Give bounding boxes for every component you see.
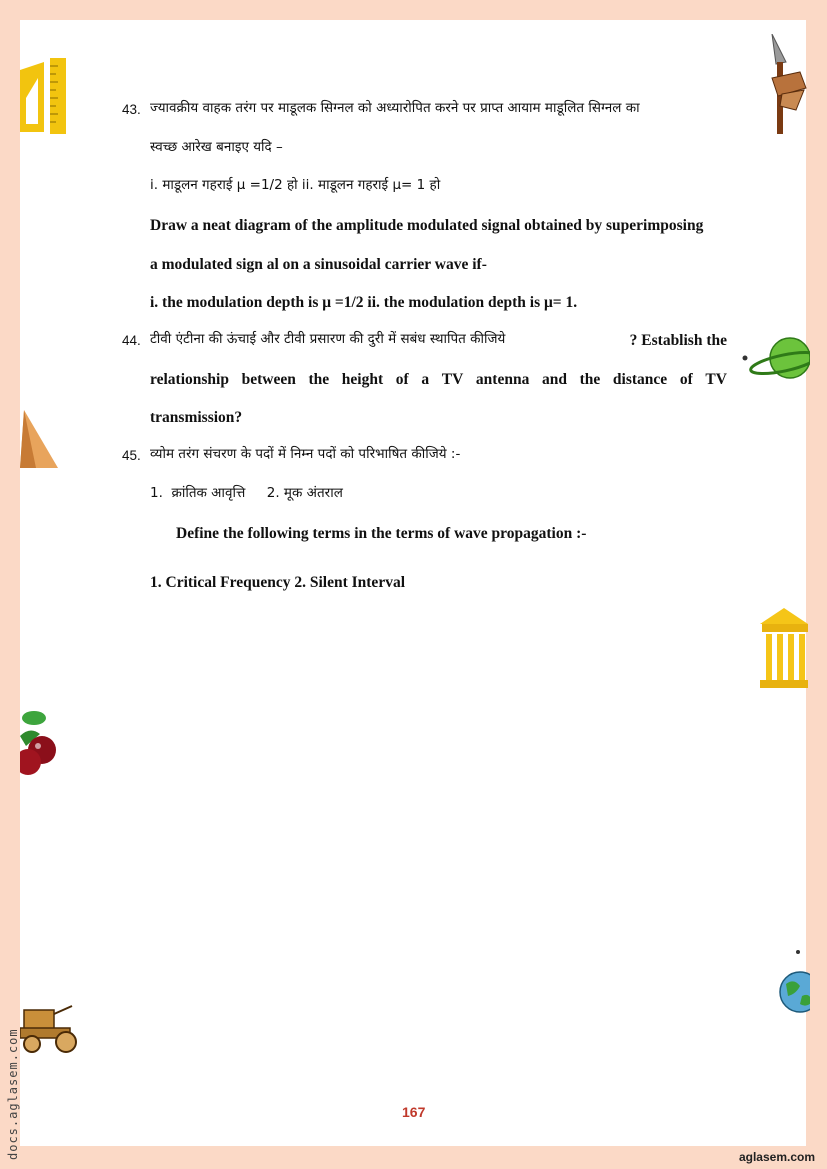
- q43-english-line-1: Draw a neat diagram of the amplitude modulated signal obtained by superimposing: [150, 217, 704, 234]
- q43-hindi-line-3: i. माडूलन गहराई μ =1/2 हो ii. माडूलन गहराई μ= 1 हो: [150, 177, 441, 193]
- planet-icon: [740, 336, 810, 384]
- q44-word: the: [579, 371, 601, 388]
- q45-hindi-line-2: 1. क्रांतिक आवृत्ति 2. मूक अंतराल: [150, 485, 343, 501]
- q45-english-line-1: Define the following terms in the terms of wave propagation :-: [176, 525, 587, 542]
- spear-icon: [766, 34, 812, 136]
- ruler-icon: [20, 58, 68, 136]
- side-watermark: docs.aglasem.com: [6, 1028, 20, 1160]
- q44-word: TV: [441, 371, 464, 388]
- q44-word: of: [395, 371, 409, 388]
- q43-english-line-2: a modulated sign al on a sinusoidal carrier wave if-: [150, 256, 487, 273]
- q44-word: TV: [705, 371, 727, 388]
- q44-line-3: transmission?: [150, 409, 243, 426]
- q44-line-2: [150, 372, 727, 388]
- q43-english-line-3: i. the modulation depth is μ =1/2 ii. the modulation depth is μ= 1.: [150, 294, 578, 311]
- q44-word: a: [421, 371, 430, 388]
- q45-number: 45.: [122, 448, 141, 463]
- q44-word: relationship: [150, 371, 229, 388]
- page-number: 167: [402, 1104, 426, 1120]
- q44-word: between: [241, 371, 296, 388]
- q44-word: height: [341, 371, 384, 388]
- pyramid-icon: [20, 410, 60, 472]
- q44-line-1: [150, 333, 727, 349]
- footer-site: aglasem.com: [738, 1150, 815, 1164]
- q44-word: of: [679, 371, 693, 388]
- vehicle-icon: [20, 1000, 84, 1056]
- q45-hindi-line-1: व्योम तरंग संचरण के पदों में निम्न पदों को परिभाषित कीजिये :-: [150, 446, 461, 462]
- q45-english-line-2: 1. Critical Frequency 2. Silent Interval: [150, 574, 406, 591]
- q43-hindi-line-2: स्वच्छ आरेख बनाइए यदि –: [150, 139, 283, 155]
- q44-number: 44.: [122, 333, 141, 348]
- q44-word: the: [308, 371, 330, 388]
- q44-word: distance: [612, 371, 668, 388]
- q44-hindi-text: टीवी एंटीना की ऊंचाई और टीवी प्रसारण की दुरी में सबंध स्थापित कीजिये: [150, 331, 506, 347]
- q44-word: and: [541, 371, 567, 388]
- q43-number: 43.: [122, 102, 141, 117]
- q43-hindi-line-1: ज्यावक्रीय वाहक तरंग पर माडूलक सिग्नल को अध्यारोपित करने पर प्राप्त आयाम माडूलित सिग्नल का: [150, 100, 640, 116]
- temple-icon: [760, 608, 808, 688]
- q44-word: antenna: [475, 371, 530, 388]
- fruit-icon: [20, 706, 60, 778]
- q44-english-text: ? Establish the: [629, 332, 727, 349]
- globe-icon: [776, 948, 810, 1020]
